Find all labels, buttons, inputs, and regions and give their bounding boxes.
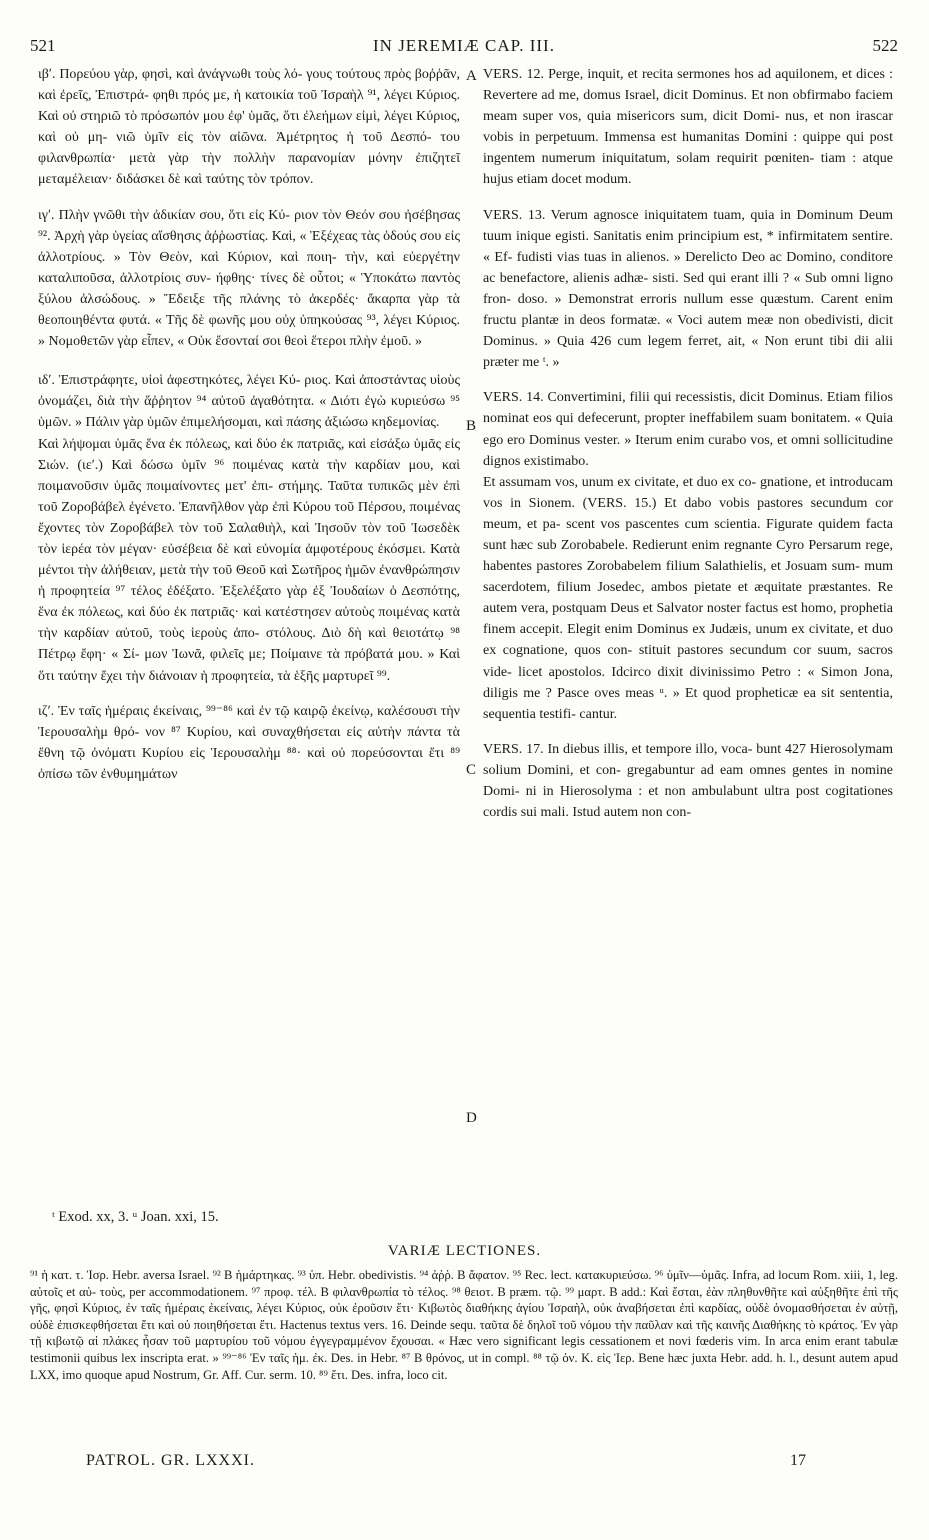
margin-marker-d: D xyxy=(466,1110,477,1126)
latin-paragraph-v17: VERS. 17. In diebus illis, et tempore illo, voca- bunt 427 Hierosolymam solium Domini, et con- gregabuntur ad eam omnes gentes in nomine Domi- ni in Hierosolyma : et non ambulabunt ultra post cogitationes cordis sui mali. Istud autem non con- xyxy=(483,741,893,821)
greek-column xyxy=(38,64,460,785)
footer-signature: 17 xyxy=(790,1452,806,1469)
greek-paragraph-v17: ιζʹ. Ἐν ταῖς ἡμέραις ἐκείναις, ⁹⁹⁻⁸⁶ καὶ ἐν τῷ καιρῷ ἐκείνῳ, καλέσουσι τὴν Ἱερουσαλὴμ θρό- νον ⁸⁷ Κυρίου, καὶ συναχθήσεται εἰς αὐτὴν πάντα τὰ ἔθνη τῷ ὀνόματι Κυρίου εἰς Ἱερουσαλὴμ ⁸⁸· καὶ οὐ πορεύσονται ἔτι ⁸⁹ ὀπίσω τῶν ἐνθυμημάτων xyxy=(38,703,460,782)
running-header xyxy=(30,36,898,62)
margin-marker-c: C xyxy=(466,762,477,778)
latin-paragraph-v15: Et assumam vos, unum ex civitate, et duo ex co- gnatione, et introducam vos in Sionem. (VERS. 15.) Et dabo vobis pastores secundum cor meum, et pa- scent vos pascentes cum scientia. Figurate quidem facta sunt hæc sub Zorobabele. Redierunt enim regnante Cyro Persarum rege, habentes pastores Zorobabelem filium Salathielis, et Josuam sum- mum sacerdotem, filium Josedec, ambos pietate et æquitate præstantes. Re autem vera, postquam Deus et Salvator noster factus est homo, prophetia finem accepit. Elegit enim Dominus ex Judæis, unum ex civitate, et duo ex cognatione, quos con- stituit pastores secundum cor suum, sacros vide- licet apostolos. Idcirco dixit divinissimo Petro : « Simon Jona, diligis me ? Pasce oves meas ᵘ. » Et quod propheticæ ea sit sententia, sequentia testifi- cantur. xyxy=(483,474,893,722)
latin-paragraph-v13: VERS. 13. Verum agnosce iniquitatem tuam, quia in Dominum Deum tuum inique egisti. Sanitatis enim principium est, * infirmitatem sentire. « Ef- fudisti vias tuas in alienos. » Derelicto Deo ac Domino, conditore ac benefactore, alienis adhæ- sisti. Sed qui erant illi ? « Sub omni ligno fron- doso. » Demonstrat erroris nullum esse quæstum. Carent enim fructu plantæ in deos formatæ. « Voci autem meæ non obedivisti, dicit Dominus. » Quia 426 cum legem ferret, ait, « Non erunt tibi dii alii præter me ᵗ. » xyxy=(483,207,893,371)
footnotes: ᵗ Exod. xx, 3. ᵘ Joan. xxi, 15. xyxy=(52,1209,219,1225)
latin-paragraph-v14: VERS. 14. Convertimini, filii qui recessistis, dicit Dominus. Etiam filios nominat eos qui defecerunt, propter ineffabilem suam bonitatem. « Quia ego ero Dominus vester. » Iterum enim curabo vos, et omni sollicitudine dignos existimabo. xyxy=(483,390,893,469)
footer-volume: PATROL. GR. LXXXI. xyxy=(86,1452,255,1469)
greek-paragraph-v12: ιβʹ. Πορεύου γὰρ, φησὶ, καὶ ἀνάγνωθι τοὺς λό- γους τούτους πρὸς βοῤῥᾶν, καὶ ἐρεῖς, Ἐπιστρά- φηθι πρός με, ἡ κατοικία τοῦ Ἰσραὴλ ⁹¹, λέγει Κύριος. Καὶ οὐ στηριῶ τὸ πρόσωπόν μου ἐφ' ὑμᾶς, ὅτι ἐλεήμων εἰμὶ, λέγει Κύριος, καὶ οὐ μη- νιῶ ὑμῖν εἰς τὸν αἰῶνα. Ἀμέτρητος ἡ τοῦ Δεσπό- του φιλανθρωπία· μετὰ γὰρ τὴν πολλὴν παρανομίαν μόνην ἐπιζητεῖ μεταμέλειαν· διδάσκει δὲ καὶ ταύτης τὸν τρόπον. xyxy=(38,67,460,188)
greek-paragraph-v15: Καὶ λήψομαι ὑμᾶς ἕνα ἐκ πόλεως, καὶ δύο ἐκ πατριᾶς, καὶ εἰσάξω ὑμᾶς εἰς Σιών. (ιεʹ.) Καὶ δώσω ὑμῖν ⁹⁶ ποιμένας κατὰ τὴν καρδίαν μου, καὶ ποιμανοῦσιν ὑμᾶς ποιμαίνοντες μετ' ἐπι- στήμης. Ταῦτα τυπικῶς μὲν ἐπὶ τοῦ Ζοροβάβελ ἐγένετο. Ἐπανῆλθον γὰρ ἐπὶ Κύρου τοῦ Πέρσου, ποιμένας ἔχοντες τὸν Ζοροβάβελ τὸν τοῦ Σαλαθιὴλ, καὶ Ἰησοῦν τὸν τοῦ Ἰωσεδὲκ τὸν ἱερέα τὸν μέγαν· εὐσέβεια δὲ καὶ εὐνομία ἀμφοτέρους ἐκόσμει. Κατὰ μέντοι τὴν ἀλήθειαν, μετὰ τὴν τοῦ Θεοῦ καὶ Σωτῆρος ἡμῶν ἐνανθρώπησιν ἡ προφητεία ⁹⁷ τέλος ἐδέξατο. Ἐξελέξατο γὰρ ἐξ Ἰουδαίων ὁ Δεσπότης, ἕνα ἐκ πόλεως, καὶ δύο ἐκ πατριᾶς· καὶ κατέστησεν αὐτοὺς ποιμένας κατὰ τὴν καρδίαν αὐτοῦ, τοὺς ἱεροὺς ἀπο- στόλους. Διὸ δὴ καὶ θειοτάτῳ ⁹⁸ Πέτρῳ ἔφη· « Σί- μων Ἰωνᾶ, φιλεῖς με; Ποίμαινε τὰ πρόβατά μου. » Καὶ ὅτι ταύτην ἔχει τὴν διάνοιαν ἡ προφητεία, τὰ ἑξῆς μαρτυρεῖ ⁹⁹. xyxy=(38,436,460,684)
variae-lectiones-text: ⁹¹ ἡ κατ. τ. Ἰσρ. Hebr. aversa Israel. ⁹² B ἡμάρτηκας. ⁹³ ὑπ. Hebr. obedivistis. ⁹⁴ ἀῤῥ. B ἄφατον. ⁹⁵ Rec. lect. κατακυριεύσω. ⁹⁶ ὑμῖν—ὑμᾶς. Infra, ad locum Rom. xiii, 1, leg. αὐτοῖς et αὐ- τοὺς, per accommodationem. ⁹⁷ προφ. τέλ. B φιλανθρωπία τὸ τέλος. ⁹⁸ θειοτ. B præm. τῷ. ⁹⁹ μαρτ. B add.: Καὶ ἔσται, ἐὰν πληθυνθῆτε καὶ αὐξηθῆτε ἐπὶ τῆς γῆς, φησὶ Κύριος, ἐν ταῖς ἡμέραις ἐκείναις, λέγει Κύριος, οὐκ ἐροῦσιν ἔτι· Κιβωτὸς διαθήκης ἁγίου Ἰσραὴλ, οὐκ ἀναβήσεται ἐπὶ καρδίας, οὐδὲ ὀνομασθήσεται ἐν αὐτῇ, οὐδὲ ἐπισκεφθήσεται ἔτι καὶ οὐ ποιηθήσεται ἔτι. Hactenus textus vers. 16. Deinde sequ. ταῦτα δὲ δηλοῖ τοῦ νόμου τὴν παῦλαν καὶ τῆς καινῆς Διαθήκης τὸ κράτος. Ἐν γὰρ τῇ κιβωτῷ αἱ πλάκες ἦσαν τοῦ μαρτυρίου τοῦ νόμου ἐγγεγραμμένον ἔχουσαι. « Hæc vero significant legis cessationem et novi fœderis vim. In arca enim erant tabulæ testimonii quibus lex inscripta erat. » ⁹⁹⁻⁸⁶ Ἐν ταῖς ἡμ. ἐκ. Des. in Hebr. ⁸⁷ B θρόνος, ut in compl. ⁸⁸ τῷ ὀν. Κ. εἰς Ἱερ. Bene hæc juxta Hebr. add. h. l., desunt autem apud LXX, imo quoque apud Nostrum, Gr. Aff. Cur. serm. 10. ⁸⁹ ἔτι. Des. infra, loco cit. xyxy=(30,1268,898,1382)
greek-paragraph-v14: ιδʹ. Ἐπιστράφητε, υἱοὶ ἀφεστηκότες, λέγει Κύ- ριος. Καὶ ἀποστάντας υἱοὺς ὀνομάζει, διὰ τὴν ἄῤῥητον ⁹⁴ αὐτοῦ ἀγαθότητα. « Διότι ἐγὼ κυριεύσω ⁹⁵ ὑμῶν. » Πάλιν γὰρ ὑμῶν ἐπιμελήσομαι, καὶ πάσης ἀξιώσω κηδεμονίας. xyxy=(38,373,460,431)
latin-paragraph-v12: VERS. 12. Perge, inquit, et recita sermones hos ad aquilonem, et dices : Revertere ad me, domus Israel, dicit Dominus. Et non obfirmabo faciem meam super vos, quia misericors sum, dicit Domi- nus, et non irascar vobis in perpetuum. Immensa est humanitas Domini : quippe qui post ingentem numerum iniquitatum, solam requirit pœniten- tiam : atque hujus etiam docet modum. xyxy=(483,67,893,188)
greek-paragraph-v13: ιγʹ. Πλὴν γνῶθι τὴν ἀδικίαν σου, ὅτι εἰς Κύ- ριον τὸν Θεόν σου ἠσέβησας ⁹². Ἀρχὴ γὰρ ὑγείας αἴσθησις ἀῤῥωστίας. Καὶ, « Ἐξέχεας τὰς ὁδούς σου εἰς ἀλλοτρίους. » Τὸν Θεὸν, καὶ Κύριον, καὶ ποιη- τὴν, καὶ εὐεργέτην καταλιποῦσα, ἀλλοτρίοις συν- ήφθης· τίνες δὲ οὗτοι; « Ὑποκάτω παντὸς ξύλου ἀλσώδους. » Ἔδειξε τῆς πλάνης τὸ ἀκερδές· ἄκαρπα γὰρ τὰ θεοποιηθέντα φυτά. « Τῆς δὲ φωνῆς μου οὐχ ὑπηκούσας ⁹³, λέγει Κύριος. » Νομοθετῶν γὰρ εἶπεν, « Οὐκ ἔσονταί σοι θεοὶ ἕτεροι πλὴν ἐμοῦ. » xyxy=(38,207,460,350)
latin-column xyxy=(483,64,893,823)
margin-marker-a: A xyxy=(466,68,477,84)
margin-marker-b: B xyxy=(466,418,477,434)
running-title: IN JEREMIÆ CAP. III. xyxy=(373,36,555,55)
page-number-right: 522 xyxy=(872,36,898,55)
page-footer xyxy=(86,1452,806,1474)
variae-lectiones-title: VARIÆ LECTIONES. xyxy=(387,1243,542,1259)
page-number-left: 521 xyxy=(30,36,56,55)
